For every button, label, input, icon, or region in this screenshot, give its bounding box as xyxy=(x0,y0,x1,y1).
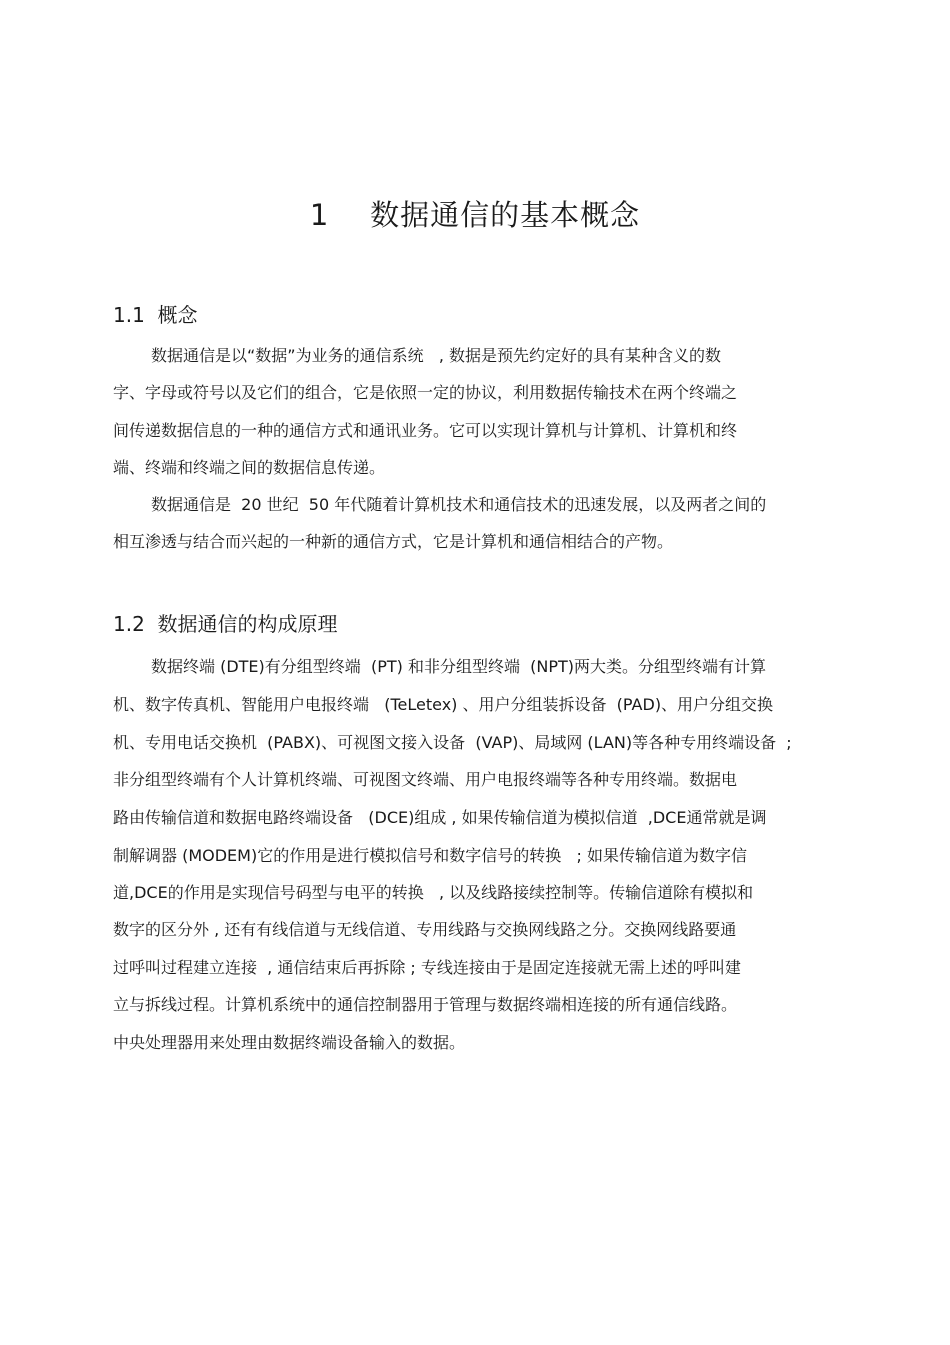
paragraph-line: 过呼叫过程建立连接 , 通信结束后再拆除 ; 专线连接由于是固定连接就无需上述的呼叫建 xyxy=(113,958,741,977)
paragraph-line: 机、专用电话交换机 (PABX)、可视图文接入设备 (VAP)、局域网 (LAN)等各种专用终端设备 ; xyxy=(113,733,792,752)
paragraph-line: 数字的区分外 , 还有有线信道与无线信道、专用线路与交换网线路之分。交换网线路要通 xyxy=(113,920,737,939)
paragraph-line: 道,DCE的作用是实现信号码型与电平的转换 , 以及线路接续控制等。传输信道除有模拟和 xyxy=(113,883,754,902)
paragraph-line: 数据通信是以“数据”为业务的通信系统 , 数据是预先约定好的具有某种含义的数 xyxy=(151,346,722,365)
paragraph-line: 立与拆线过程。计算机系统中的通信控制器用于管理与数据终端相连接的所有通信线路。 xyxy=(113,995,738,1014)
section-title-1-1: 1.1 概念 xyxy=(113,303,198,327)
paragraph-line: 路由传输信道和数据电路终端设备 (DCE)组成 , 如果传输信道为模拟信道 ,DCE通常就是调 xyxy=(113,808,767,827)
paragraph-line: 数据通信是 20 世纪 50 年代随着计算机技术和通信技术的迅速发展，以及两者之间的 xyxy=(151,495,767,514)
paragraph-line: 数据终端 (DTE)有分组型终端 (PT) 和非分组型终端 (NPT)两大类。分组型终端有计算 xyxy=(151,657,766,676)
paragraph-line: 机、数字传真机、智能用户电报终端 (TeLetex) 、用户分组装拆设备 (PAD)、用户分组交换 xyxy=(113,695,774,714)
paragraph-line: 字、字母或符号以及它们的组合，它是依照一定的协议，利用数据传输技术在两个终端之 xyxy=(113,383,738,402)
paragraph-line: 端、终端和终端之间的数据信息传递。 xyxy=(113,458,386,477)
paragraph-line: 中央处理器用来处理由数据终端设备输入的数据。 xyxy=(113,1033,466,1052)
paragraph-line: 非分组型终端有个人计算机终端、可视图文终端、用户电报终端等各种专用终端。数据电 xyxy=(113,770,738,789)
paragraph-line: 制解调器 (MODEM)它的作用是进行模拟信号和数字信号的转换 ; 如果传输信道为数字信 xyxy=(113,846,747,865)
chapter-title: 1 数据通信的基本概念 xyxy=(309,198,641,232)
section-title-1-2: 1.2 数据通信的构成原理 xyxy=(113,612,338,636)
paragraph-line: 间传递数据信息的一种的通信方式和通讯业务。它可以实现计算机与计算机、计算机和终 xyxy=(113,421,738,440)
paragraph-line: 相互渗透与结合而兴起的一种新的通信方式，它是计算机和通信相结合的产物。 xyxy=(113,532,674,551)
